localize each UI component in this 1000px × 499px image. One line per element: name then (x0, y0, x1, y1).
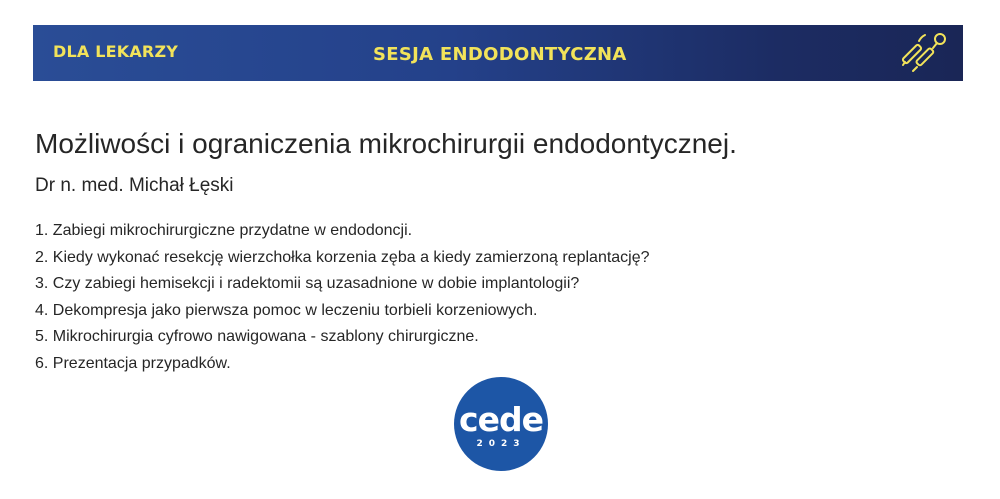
session-title: SESJA ENDODONTYCZNA (373, 44, 627, 65)
header-banner (33, 25, 963, 81)
agenda-item: 3. Czy zabiegi hemisekcji i radektomii są uzasadnione w dobie implantologii? (35, 275, 580, 292)
agenda-list (35, 218, 650, 377)
logo-wordmark: cede (459, 400, 543, 439)
cede-logo (454, 377, 548, 471)
logo-year: 2023 (476, 439, 526, 449)
agenda-item: 5. Mikrochirurgia cyfrowo nawigowana - szablony chirurgiczne. (35, 328, 479, 345)
agenda-item: 2. Kiedy wykonać resekcję wierzchołka korzenia zęba a kiedy zamierzoną replantację? (35, 248, 650, 266)
agenda-item: 1. Zabiegi mikrochirurgiczne przydatne w endodoncji. (35, 222, 413, 239)
talk-title: Możliwości i ograniczenia mikrochirurgii endodontycznej. (35, 128, 737, 159)
audience-label: DLA LEKARZY (53, 42, 179, 61)
agenda-item: 6. Prezentacja przypadków. (35, 354, 231, 372)
agenda-item: 4. Dekompresja jako pierwsza pomoc w leczeniu torbieli korzeniowych. (35, 301, 538, 319)
dental-tools-icon (901, 29, 951, 77)
talk-author: Dr n. med. Michał Łęski (35, 175, 234, 196)
